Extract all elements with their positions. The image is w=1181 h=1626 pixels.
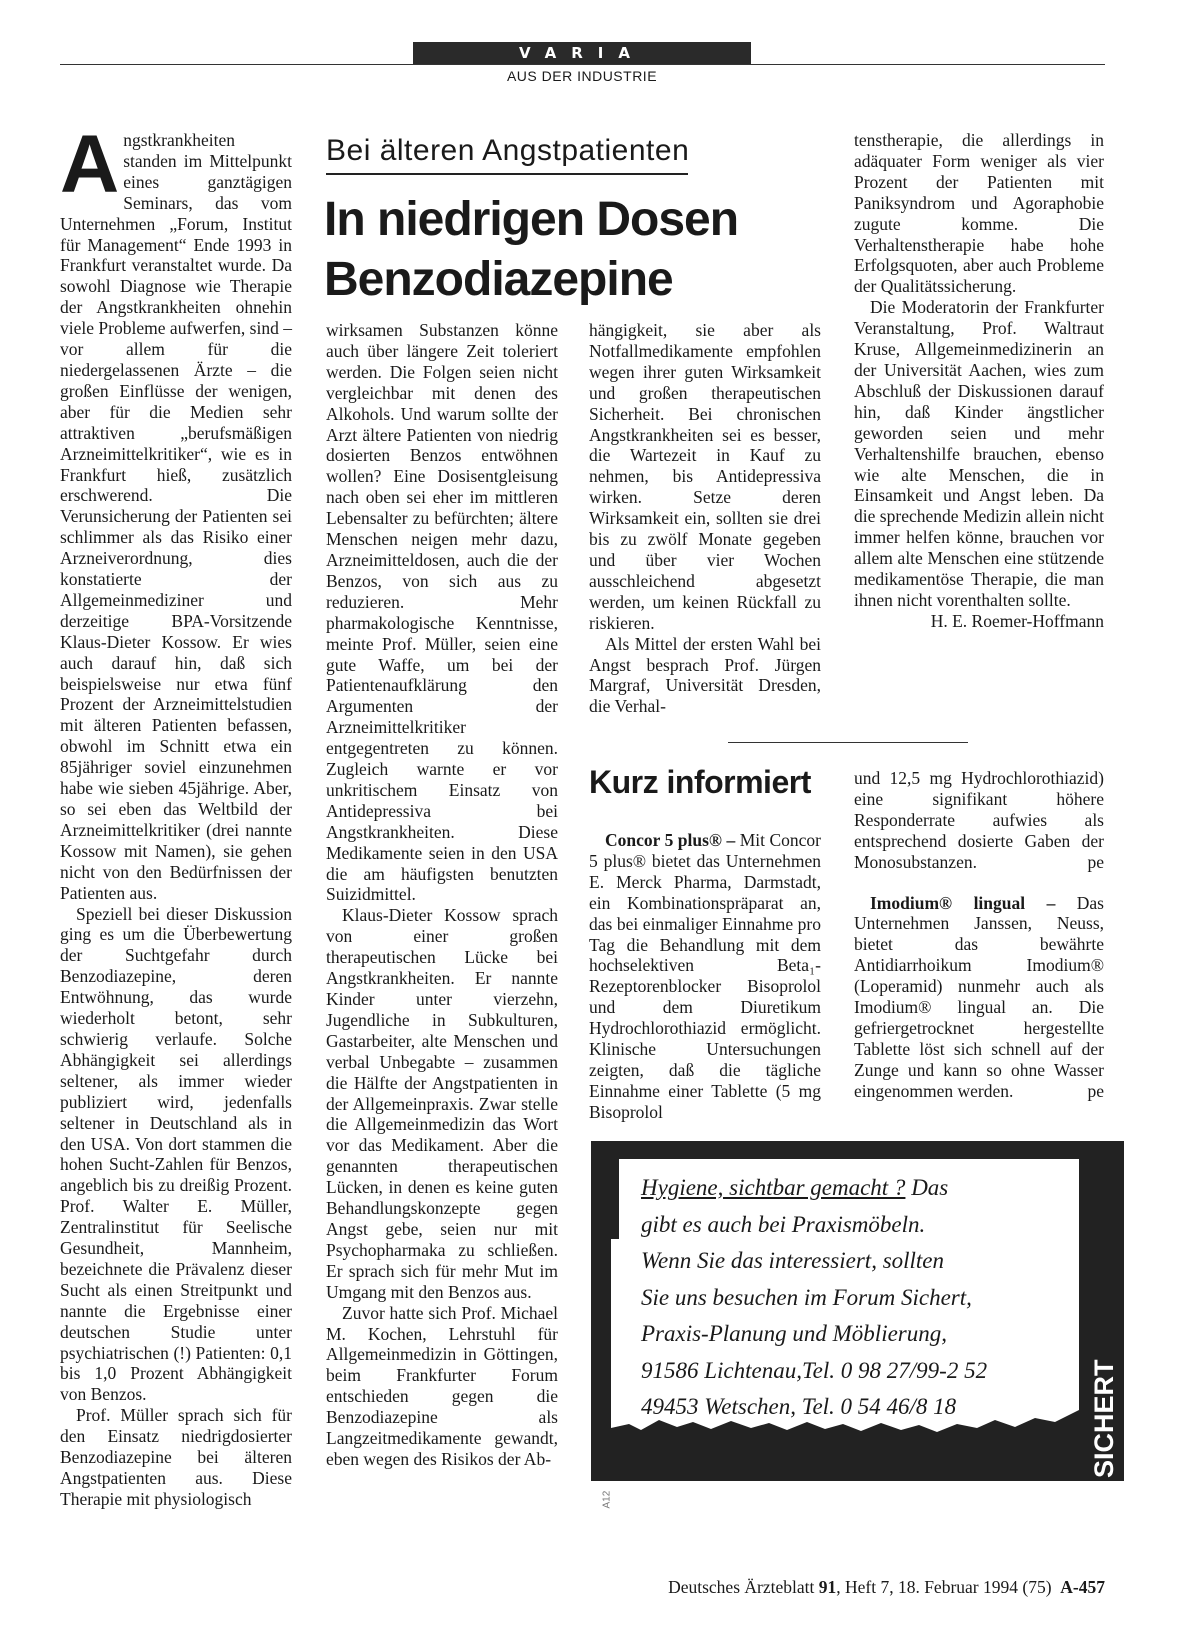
kicker-rule bbox=[326, 173, 688, 175]
advertisement-text: Hygiene, sichtbar gemacht ? Das gibt es auch bei Praxismöbeln. Wenn Sie das interessiert, sollten Sie uns besuchen im Forum Sichert, Praxis-Planung und Möblierung, 91586 Lichtenau,Tel. 0 98 27/99-2 52 49453 Wetschen, Tel. 0 54 46/8 18 bbox=[641, 1175, 988, 1419]
article-paragraph: wirksamen Substanzen könne auch über längere Zeit toleriert werden. Die Folgen seien nicht vergleichbar mit denen des Alkohols. Und warum sollte der Arzt ältere Patienten von niedrig dosierten Benzos entwöhnen wollen? Eine Dosisentgleisung nach oben sei eher im mittleren Lebensalter zu befürchten; ältere Menschen neigen mehr dazu, Arzneimitteldosen, auch die der Benzos, von sich aus zu reduzieren. Mehr pharmakologische Kenntnisse, meinte Prof. Müller, seien eine gute Waffe, um bei der Patientenaufklärung den Argumenten der Arzneimittelkritiker entgegentreten zu können. Zugleich warnte er vor unkritischem Einsatz von Antidepressiva bei Angstkrankheiten. Diese Medikamente seien in den USA die am häufigsten benutzten Suizidmittel. bbox=[326, 320, 558, 905]
page-number: A-457 bbox=[1060, 1577, 1105, 1597]
kurz-item-name: Imodium® lingual – bbox=[870, 892, 1056, 913]
article-column-3 bbox=[589, 320, 821, 717]
kurz-column-1 bbox=[589, 830, 821, 1123]
kurz-signature: pe bbox=[1087, 1080, 1104, 1101]
article-kicker: Bei älteren Angstpatienten bbox=[326, 134, 690, 167]
journal-issue: , Heft 7, 18. Februar 1994 (75) bbox=[836, 1577, 1052, 1597]
article-paragraph: Angstkrankheiten standen im Mittelpunkt eines ganztägigen Seminars, das vom Unternehmen „Forum, Institut für Management“ Ende 1993 in Frankfurt veranstaltet wurde. Da sowohl Diagnose wie Therapie der Angstkrankheiten ohnehin viele Probleme aufwerfen, sind – vor allem für die niedergelassenen Ärzte – die großen Einflüsse der wenigen, aber für die Medien sehr attraktiven „berufsmäßigen Arzneimittelkritiker“, wie es in Frankfurt hieß, zusätzlich erschwerend. Die Verunsicherung der Patienten sei schlimmer als das Risiko einer Arzneiverordnung, dies konstatierte der Allgemeinmediziner und derzeitige BPA-Vorsitzende Klaus-Dieter Kossow. Er wies auch darauf hin, daß sich beispielsweise nur etwa fünf Prozent der Arzneimittelstudien mit älteren Patienten befassen, obwohl im Schnitt etwa ein 85jähriger soviel einzunehmen habe wie sieben 45jährige. Aber, so sei eben das Weltbild der Arzneimittelkritiker (drei nannte Kossow mit Namen), sie gehen nicht von den Bedürfnissen der Patienten aus. bbox=[60, 119, 292, 903]
subsection-label: AUS DER INDUSTRIE bbox=[506, 68, 658, 84]
article-paragraph: Prof. Müller sprach sich für den Einsatz niedrigdosierter Benzodiazepine bei älteren Angstpatienten aus. Diese Therapie mit physiologisch bbox=[60, 1405, 292, 1509]
article-paragraph: tenstherapie, die allerdings in adäquater Form weniger als vier Prozent der Patienten mit Paniksyndrom und Agoraphobie zugute komme. Die Verhaltenstherapie habe hohe Erfolgsquoten, aber auch Probleme der Qualitätssicherung. bbox=[854, 130, 1104, 297]
kurz-informiert-title: Kurz informiert bbox=[589, 764, 811, 800]
journal-volume: 91 bbox=[818, 1577, 837, 1597]
article-paragraph: Zuvor hatte sich Prof. Michael M. Kochen, Lehrstuhl für Allgemeinmedizin in Göttingen, beim Frankfurter Forum entschieden gegen die Benzodiazepine als Langzeitmedikamente gewandt, eben wegen des Risikos der Ab- bbox=[326, 1302, 558, 1469]
kurz-item-name: Concor 5 plus® – bbox=[605, 830, 736, 850]
kurz-signature: pe bbox=[1087, 851, 1104, 872]
divider-rule bbox=[728, 742, 968, 743]
drop-cap: A bbox=[60, 119, 120, 210]
article-paragraph: Die Moderatorin der Frankfurter Veranstaltung, Prof. Waltraut Kruse, Allgemeinmedizinerin an der Universität Aachen, wies zum Abschluß der Diskussionen darauf hin, daß Kinder ängstlicher geworden seien und mehr Verhaltenshilfe brauchen, ebenso wie alte Menschen, die in Einsamkeit und Angst leben. Da die sprechende Medizin allein nicht immer helfen könne, brauchen vor allem alte Menschen eine stützende medikamentöse Therapie, die man ihnen nicht vorenthalten sollte. bbox=[854, 297, 1104, 610]
article-paragraph: hängigkeit, sie aber als Notfallmedikamente empfohlen wegen ihrer guten Wirksamkeit und großen therapeutischen Sicherheit. Bei chronischen Angstkrankheiten sei es besser, die Wartezeit in Kauf zu nehmen, bis Antidepressiva wirken. Setze deren Wirksamkeit ein, sollten sie drei bis zu zwölf Monate gegeben und über vier Wochen ausschleichend abgesetzt werden, um keinen Rückfall zu riskieren. bbox=[589, 320, 821, 633]
sichert-logo bbox=[1089, 1330, 1119, 1480]
section-label: VARIA bbox=[413, 42, 751, 64]
journal-name: Deutsches Ärzteblatt bbox=[668, 1577, 819, 1597]
article-paragraph: Speziell bei dieser Diskussion ging es um die Überbewertung der Suchtgefahr durch Benzodiazepine, deren Entwöhnung, das wurde wiederholt betont, sehr schwierig verlaufe. Solche Abhängigkeit sei allerdings seltener, als immer wieder publiziert wird, jedenfalls seltener in Deutschland als in den USA. Von dort stammen die hohen Sucht-Zahlen für Benzos, angeblich bis zu dreißig Prozent. Prof. Walter E. Müller, Zentralinstitut für Seelische Gesundheit, Mannheim, bezeichnete die Prävalenz dieser Sucht als einen Streitpunkt und nannte die Ergebnisse einer deutschen Studie unter psychiatrischen (!) Patienten: 0,1 bis 1,0 Prozent Abhängigkeit von Benzos. bbox=[60, 903, 292, 1405]
advertisement-code: A12 bbox=[601, 1490, 613, 1509]
kurz-item-imodium: Imodium® lingual – Das Unternehmen Janssen, Neuss, bietet das bewährte Antidiarrhoikum Imodium® (Loperamid) nunmehr auch als Imodium® lingual an. Die gefriergetrocknet hergestellte Tablette löst sich schnell auf der Zunge und kann so ohne Wasser eingenommen werden. pe bbox=[854, 892, 1104, 1101]
article-column-1 bbox=[60, 119, 292, 1510]
article-paragraph: Als Mittel der ersten Wahl bei Angst besprach Prof. Jürgen Margraf, Universität Dresden, die Verhal- bbox=[589, 633, 821, 717]
article-column-2 bbox=[326, 320, 558, 1470]
article-author: H. E. Roemer-Hoffmann bbox=[930, 610, 1104, 631]
kurz-item-concor: Concor 5 plus® – Mit Concor 5 plus® bietet das Unternehmen E. Merck Pharma, Darmstadt, ein Kombinationspräparat an, das bei einmaliger Einnahme pro Tag die Behandlung mit dem hochselektiven Beta₁-Rezeptorenblocker Bisoprolol und dem Diuretikum Hydrochlorothiazid ermöglicht. Klinische Untersuchungen zeigten, daß die tägliche Einnahme einer Tablette (5 mg Bisoprolol bbox=[589, 830, 821, 1122]
advertisement-accent-bar bbox=[611, 1159, 619, 1239]
article-paragraph: Klaus-Dieter Kossow sprach von einer großen therapeutischen Lücke bei Angstkrankheiten. Er nannte Kinder unter vierzehn, Jugendliche in Subkulturen, Gastarbeiter, alte Menschen und verbal Unbegabte – zusammen die Hälfte der Angstpatienten in der Allgemeinpraxis. Zwar stelle die Allgemeinmedizin das Wort vor das Medikament. Aber die genannten therapeutischen Lücken, in denen es keine guten Behandlungskonzepte gegen Angst gebe, seien nur mit Psychopharmaka zu schließen. Er sprach sich für mehr Mut im Umgang mit den Benzos aus. bbox=[326, 905, 558, 1302]
article-column-4 bbox=[854, 130, 1104, 632]
page-footer bbox=[560, 1577, 1105, 1598]
article-headline: In niedrigen Dosen Benzodiazepine bbox=[324, 193, 739, 306]
kurz-column-2 bbox=[854, 768, 1104, 1102]
brand-text: SICHERT bbox=[1089, 1359, 1119, 1478]
kurz-item-concor-continued: und 12,5 mg Hydrochlorothiazid) eine signifikant höhere Responderrate aufwies als entsprechend dosierte Gaben der Monosubstanzen. pe bbox=[854, 768, 1104, 872]
header-rule bbox=[60, 64, 1105, 65]
